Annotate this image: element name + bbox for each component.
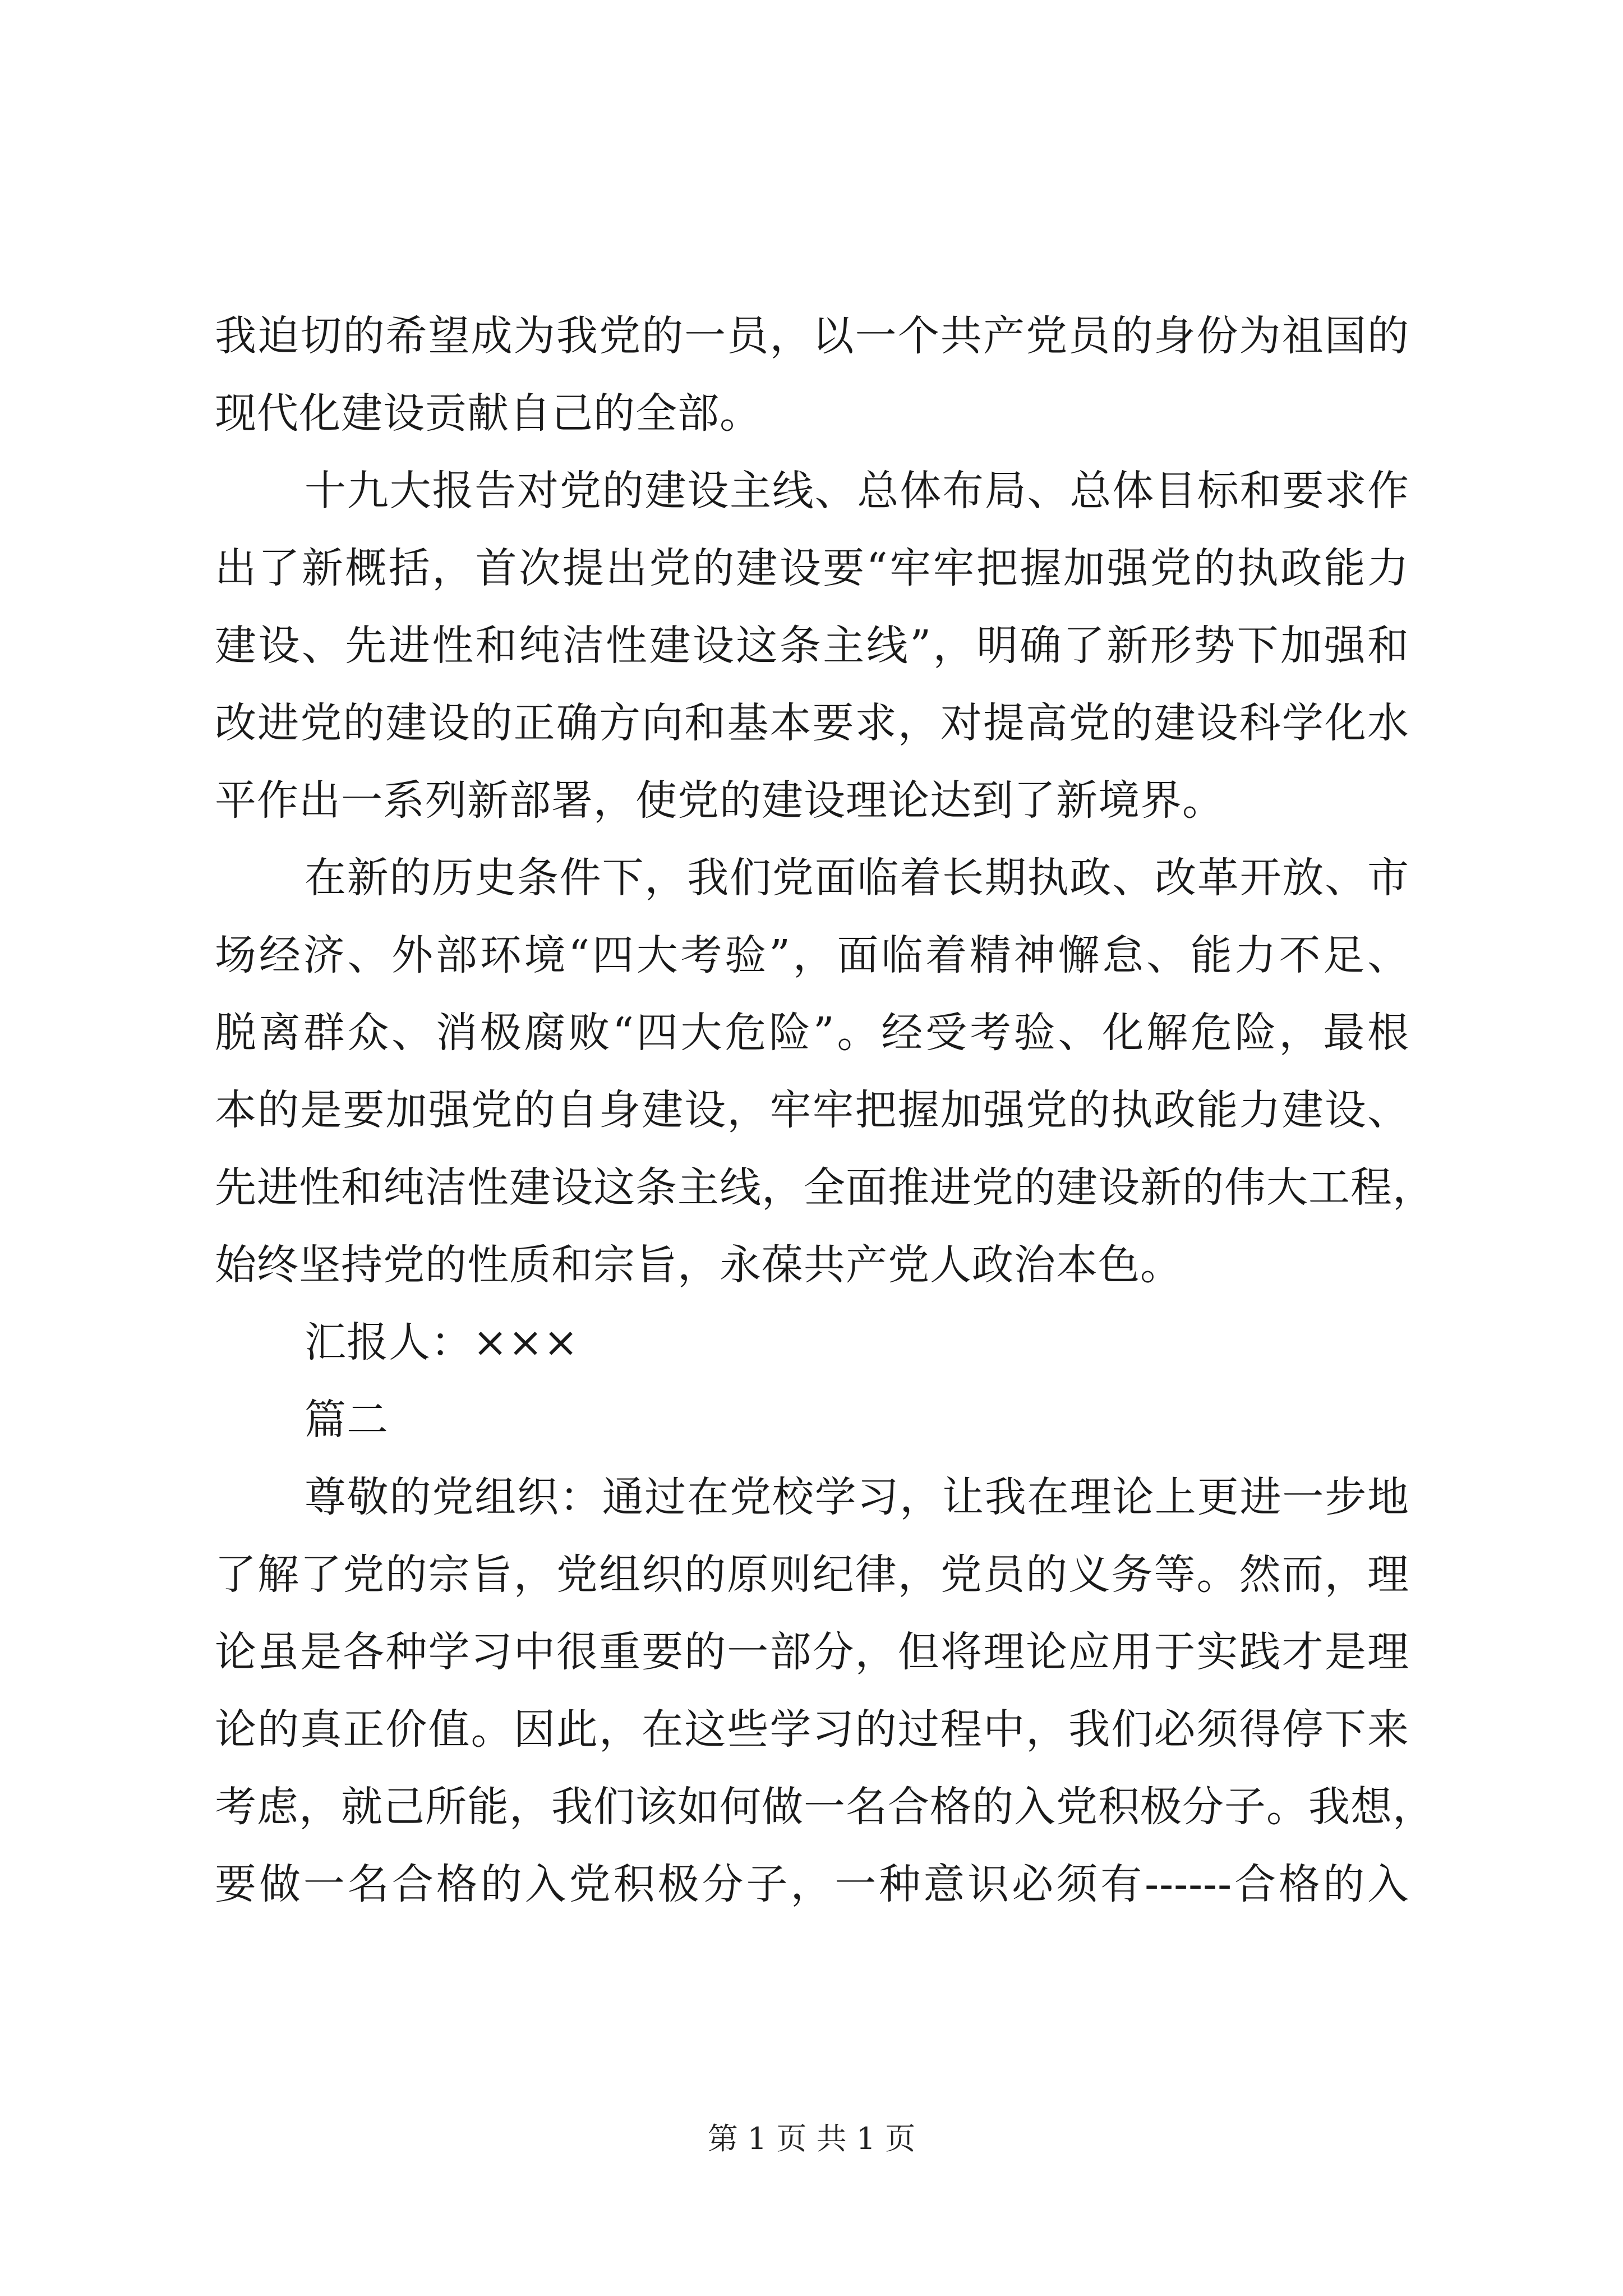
text-line: 在新的历史条件下，我们党面临着长期执政、改革开放、市: [305, 854, 1409, 902]
text-line: 考虑，就己所能，我们该如何做一名合格的入党积极分子。我想，: [215, 1783, 1435, 1831]
text-line: 改进党的建设的正确方向和基本要求，对提高党的建设科学化水: [215, 699, 1409, 747]
text-line: 始终坚持党的性质和宗旨，永葆共产党人政治本色。: [215, 1241, 1182, 1289]
page-footer: [0, 2119, 1623, 2159]
section-heading: 篇二: [305, 1396, 389, 1444]
reporter-line: 汇报人：×××: [305, 1318, 579, 1366]
text-line: 现代化建设贡献自己的全部。: [215, 389, 762, 438]
text-line: 场经济、外部环境“四大考验”，面临着精神懈怠、能力不足、: [215, 931, 1409, 979]
text-line: 本的是要加强党的自身建设，牢牢把握加强党的执政能力建设、: [215, 1086, 1409, 1134]
text-line: 先进性和纯洁性建设这条主线，全面推进党的建设新的伟大工程，: [215, 1163, 1435, 1212]
document-body: [215, 297, 1435, 1923]
text-line: 要做一名合格的入党积极分子，一种意识必须有------合格的入: [215, 1860, 1409, 1908]
text-line: 建设、先进性和纯洁性建设这条主线”，明确了新形势下加强和: [215, 622, 1409, 670]
text-line: 脱离群众、消极腐败“四大危险”。经受考验、化解危险，最根: [215, 1009, 1409, 1057]
text-line: 我迫切的希望成为我党的一员，以一个共产党员的身份为祖国的: [215, 312, 1409, 360]
text-line: 论虽是各种学习中很重要的一部分，但将理论应用于实践才是理: [215, 1628, 1409, 1676]
text-line: 论的真正价值。因此，在这些学习的过程中，我们必须得停下来: [215, 1705, 1409, 1754]
text-line: 了解了党的宗旨，党组织的原则纪律，党员的义务等。然而，理: [215, 1550, 1409, 1599]
text-line: 出了新概括，首次提出党的建设要“牢牢把握加强党的执政能力: [215, 544, 1409, 592]
page-number-label: 第 1 页 共 1 页: [707, 2121, 916, 2156]
text-line: 十九大报告对党的建设主线、总体布局、总体目标和要求作: [305, 467, 1409, 515]
text-line: 平作出一系列新部署，使党的建设理论达到了新境界。: [215, 776, 1224, 825]
text-line: 尊敬的党组织：通过在党校学习，让我在理论上更进一步地: [305, 1473, 1409, 1521]
